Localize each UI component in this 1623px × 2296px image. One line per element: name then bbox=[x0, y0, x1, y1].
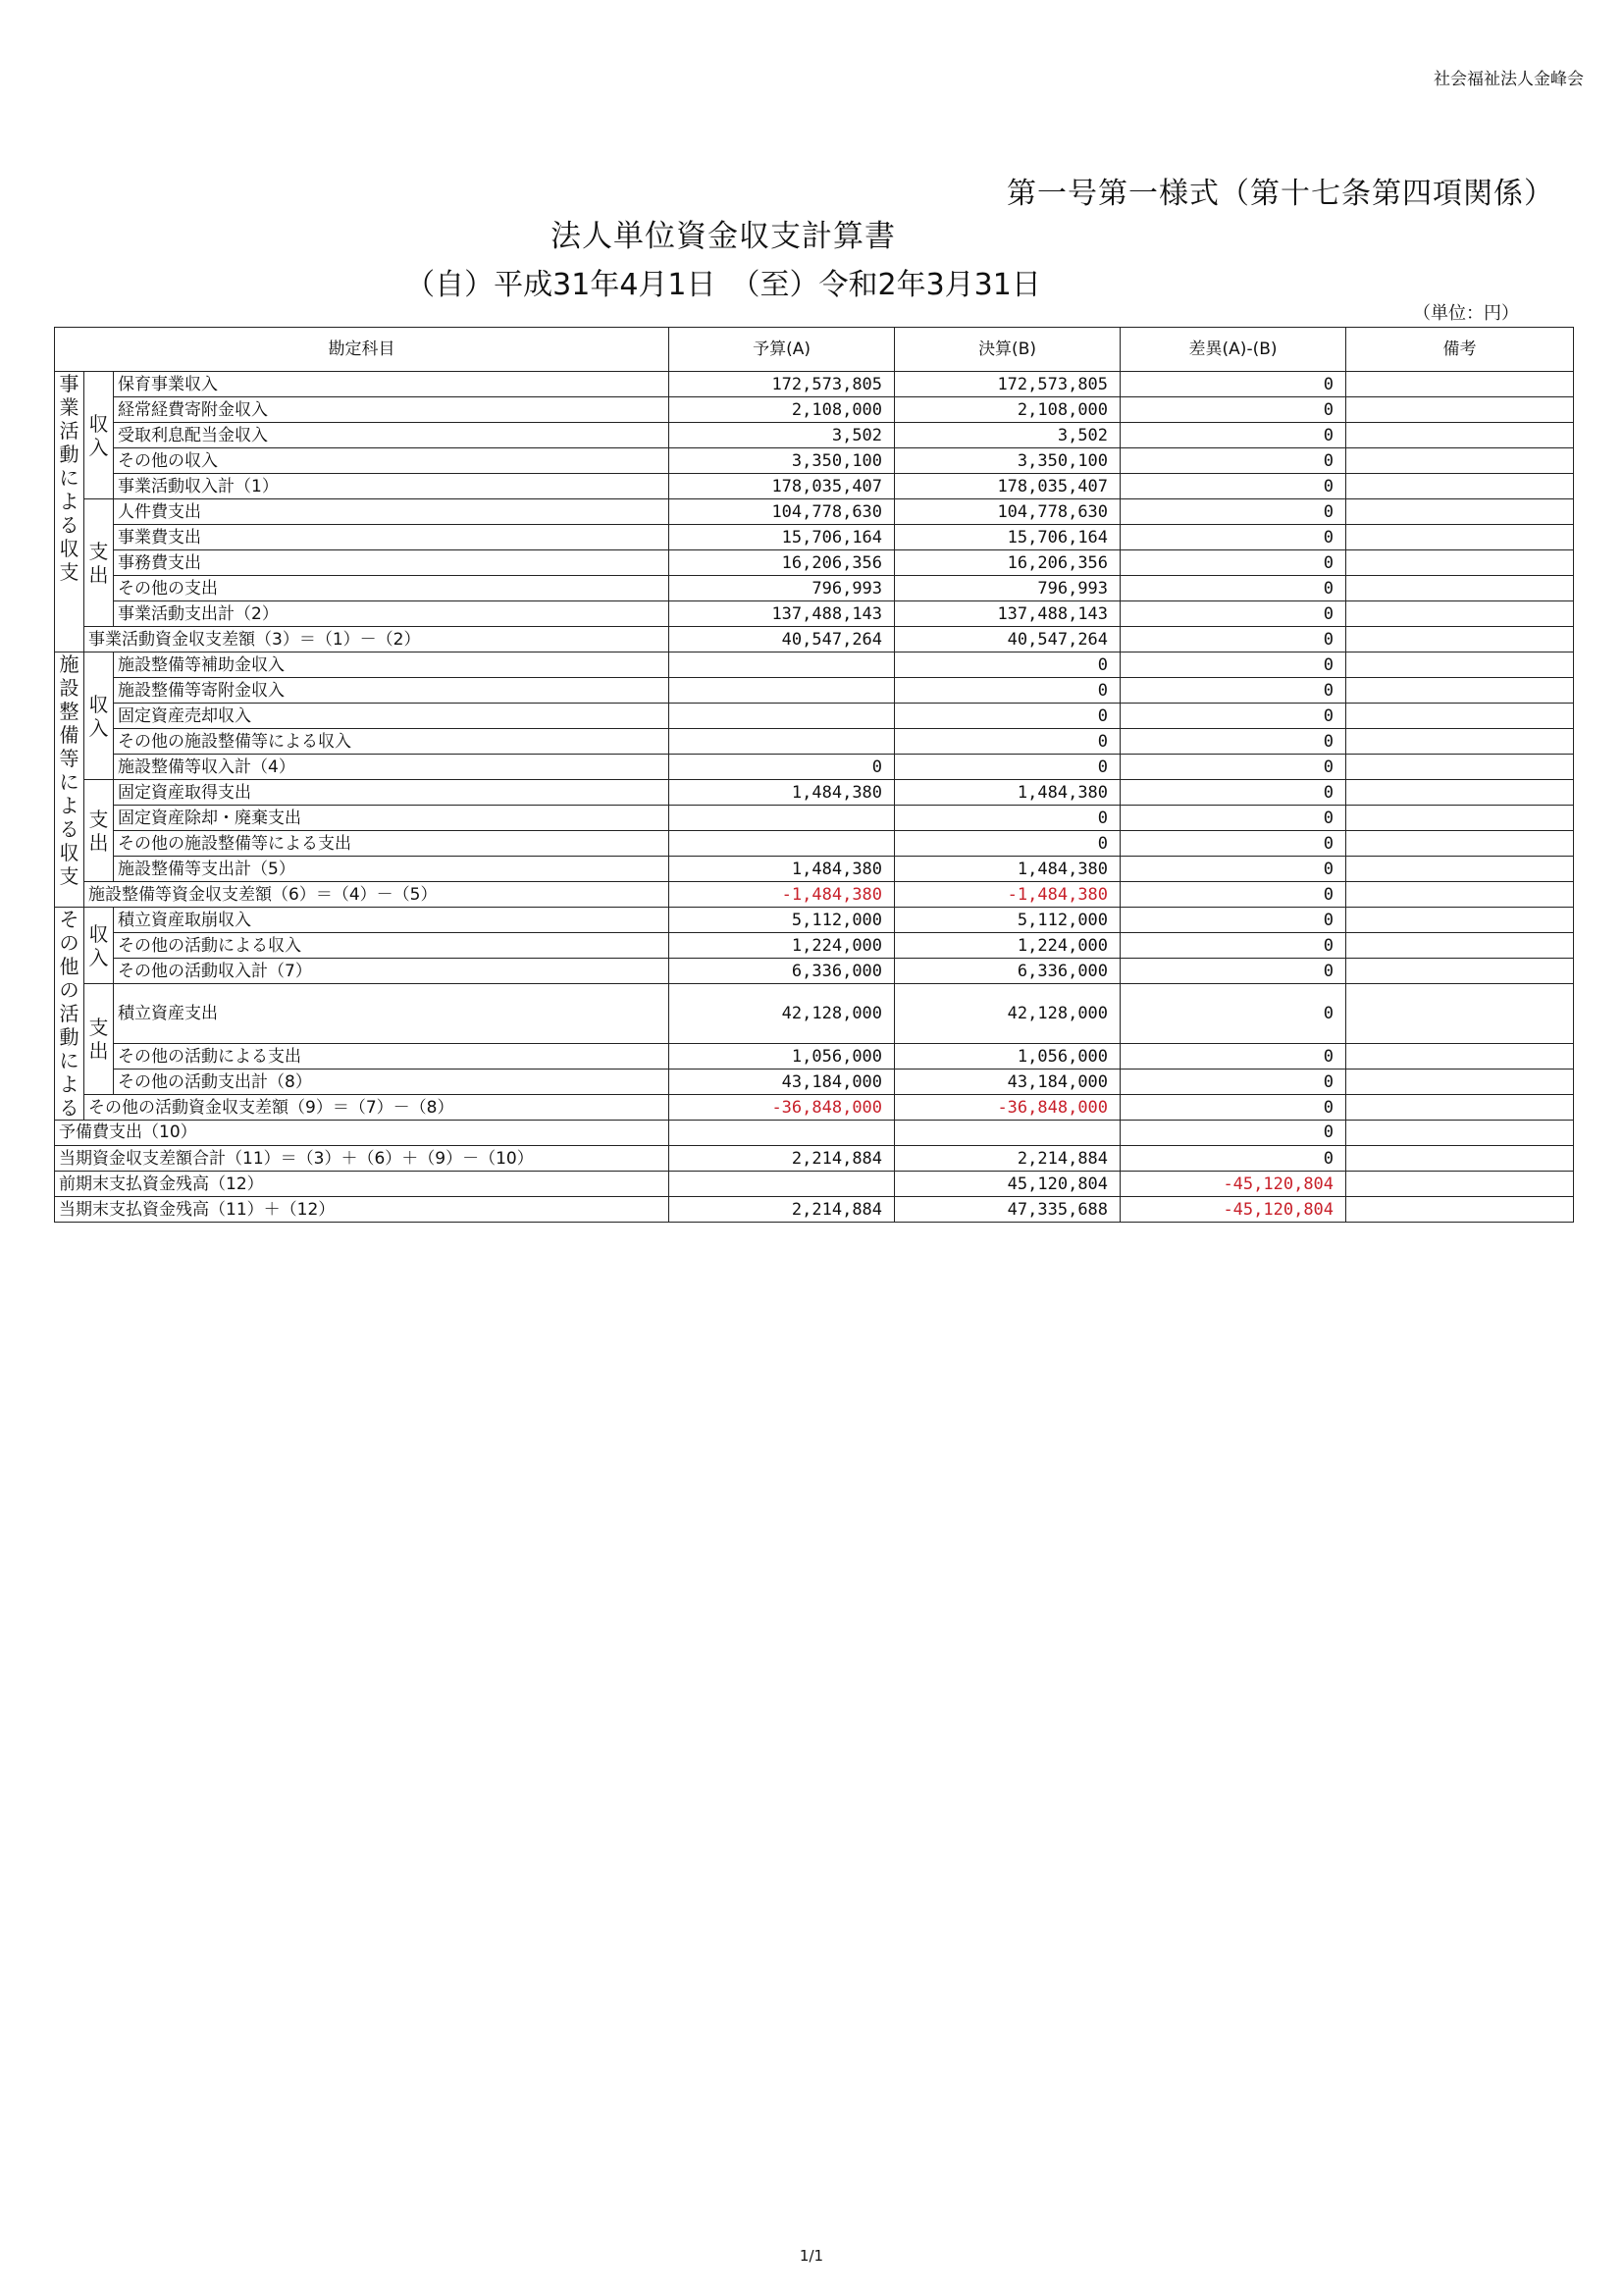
subcategory-income: 収入 bbox=[84, 372, 114, 499]
row-actual: 0 bbox=[895, 755, 1121, 780]
table-row bbox=[55, 1172, 1574, 1197]
row-label: 固定資産取得支出 bbox=[114, 780, 669, 806]
row-actual: 3,350,100 bbox=[895, 448, 1121, 474]
table-row bbox=[55, 755, 1574, 780]
subcategory-income: 収入 bbox=[84, 652, 114, 780]
fiscal-period-text: （自）平成31年4月1日 （至）令和2年3月31日 bbox=[405, 268, 1041, 302]
row-budget bbox=[669, 704, 895, 729]
table-row bbox=[55, 1197, 1574, 1223]
row-label: その他の活動支出計（8） bbox=[114, 1070, 669, 1095]
col-header-diff: 差異(A)-(B) bbox=[1121, 328, 1346, 372]
row-budget bbox=[669, 729, 895, 755]
row-budget: 16,206,356 bbox=[669, 550, 895, 576]
table-row bbox=[55, 984, 1574, 1044]
row-remarks bbox=[1346, 652, 1574, 678]
table-row bbox=[55, 627, 1574, 652]
row-remarks bbox=[1346, 1095, 1574, 1121]
cash-flow-table bbox=[54, 327, 1574, 1223]
row-label: 受取利息配当金収入 bbox=[114, 423, 669, 448]
row-diff: 0 bbox=[1121, 576, 1346, 601]
row-budget: 137,488,143 bbox=[669, 601, 895, 627]
row-remarks bbox=[1346, 525, 1574, 550]
table-row bbox=[55, 1044, 1574, 1070]
table-row bbox=[55, 857, 1574, 882]
row-remarks bbox=[1346, 882, 1574, 908]
row-diff: 0 bbox=[1121, 882, 1346, 908]
document-title bbox=[0, 211, 1623, 255]
row-budget bbox=[669, 1121, 895, 1146]
row-label: その他の施設整備等による支出 bbox=[114, 831, 669, 857]
row-actual: 178,035,407 bbox=[895, 474, 1121, 499]
row-actual: 0 bbox=[895, 652, 1121, 678]
row-label: 事業活動資金収支差額（3）＝（1）－（2） bbox=[84, 627, 669, 652]
row-remarks bbox=[1346, 1121, 1574, 1146]
row-label: 経常経費寄附金収入 bbox=[114, 397, 669, 423]
row-actual: 1,056,000 bbox=[895, 1044, 1121, 1070]
row-label: 保育事業収入 bbox=[114, 372, 669, 397]
row-budget: 6,336,000 bbox=[669, 959, 895, 984]
row-label: 施設整備等資金収支差額（6）＝（4）－（5） bbox=[84, 882, 669, 908]
row-budget: -1,484,380 bbox=[669, 882, 895, 908]
row-diff: 0 bbox=[1121, 1146, 1346, 1172]
row-actual: 796,993 bbox=[895, 576, 1121, 601]
row-remarks bbox=[1346, 678, 1574, 704]
row-label: その他の活動による収入 bbox=[114, 933, 669, 959]
row-budget: 40,547,264 bbox=[669, 627, 895, 652]
row-actual: 0 bbox=[895, 806, 1121, 831]
row-remarks bbox=[1346, 1172, 1574, 1197]
row-diff: 0 bbox=[1121, 729, 1346, 755]
row-budget: 172,573,805 bbox=[669, 372, 895, 397]
row-label: その他の施設整備等による収入 bbox=[114, 729, 669, 755]
row-label: 施設整備等補助金収入 bbox=[114, 652, 669, 678]
row-budget: 2,214,884 bbox=[669, 1197, 895, 1223]
row-label: 当期末支払資金残高（11）＋（12） bbox=[55, 1197, 669, 1223]
row-remarks bbox=[1346, 933, 1574, 959]
category-facility: 施設整備等による収支 bbox=[55, 652, 84, 908]
table-row bbox=[55, 704, 1574, 729]
row-diff: 0 bbox=[1121, 857, 1346, 882]
row-actual: 1,484,380 bbox=[895, 780, 1121, 806]
row-remarks bbox=[1346, 499, 1574, 525]
subcategory-income: 収入 bbox=[84, 908, 114, 984]
table-row bbox=[55, 601, 1574, 627]
row-diff: 0 bbox=[1121, 959, 1346, 984]
row-diff: 0 bbox=[1121, 525, 1346, 550]
row-diff: 0 bbox=[1121, 1095, 1346, 1121]
row-diff: 0 bbox=[1121, 780, 1346, 806]
row-diff: 0 bbox=[1121, 550, 1346, 576]
row-diff: 0 bbox=[1121, 474, 1346, 499]
table-row bbox=[55, 729, 1574, 755]
row-actual: 40,547,264 bbox=[895, 627, 1121, 652]
form-number: 第一号第一様式（第十七条第四項関係） bbox=[1007, 177, 1554, 211]
table-row bbox=[55, 397, 1574, 423]
table-row bbox=[55, 678, 1574, 704]
row-remarks bbox=[1346, 831, 1574, 857]
row-actual: 45,120,804 bbox=[895, 1172, 1121, 1197]
row-label: その他の活動収入計（7） bbox=[114, 959, 669, 984]
row-label: 事業活動支出計（2） bbox=[114, 601, 669, 627]
row-label: その他の収入 bbox=[114, 448, 669, 474]
row-actual: 0 bbox=[895, 831, 1121, 857]
table-row bbox=[55, 882, 1574, 908]
row-budget: 43,184,000 bbox=[669, 1070, 895, 1095]
page-number: 1/1 bbox=[799, 2247, 824, 2265]
row-budget: 42,128,000 bbox=[669, 984, 895, 1044]
document-title-text: 法人単位資金収支計算書 bbox=[550, 219, 896, 254]
row-actual: 5,112,000 bbox=[895, 908, 1121, 933]
row-label: 固定資産売却収入 bbox=[114, 704, 669, 729]
row-remarks bbox=[1346, 601, 1574, 627]
row-diff: 0 bbox=[1121, 984, 1346, 1044]
row-actual bbox=[895, 1121, 1121, 1146]
row-budget bbox=[669, 831, 895, 857]
row-diff: 0 bbox=[1121, 601, 1346, 627]
row-budget: 178,035,407 bbox=[669, 474, 895, 499]
row-actual: 2,108,000 bbox=[895, 397, 1121, 423]
row-budget: 1,484,380 bbox=[669, 857, 895, 882]
table-row bbox=[55, 831, 1574, 857]
row-budget: 1,224,000 bbox=[669, 933, 895, 959]
row-remarks bbox=[1346, 1070, 1574, 1095]
row-actual: 2,214,884 bbox=[895, 1146, 1121, 1172]
table-row bbox=[55, 1095, 1574, 1121]
table-row bbox=[55, 806, 1574, 831]
row-budget: 5,112,000 bbox=[669, 908, 895, 933]
row-actual: 43,184,000 bbox=[895, 1070, 1121, 1095]
row-remarks bbox=[1346, 550, 1574, 576]
row-label: 事業費支出 bbox=[114, 525, 669, 550]
row-actual: 137,488,143 bbox=[895, 601, 1121, 627]
row-diff: -45,120,804 bbox=[1121, 1197, 1346, 1223]
table-row bbox=[55, 474, 1574, 499]
table-row bbox=[55, 1121, 1574, 1146]
row-label: 当期資金収支差額合計（11）＝（3）＋（6）＋（9）－（10） bbox=[55, 1146, 669, 1172]
row-diff: 0 bbox=[1121, 448, 1346, 474]
row-remarks bbox=[1346, 627, 1574, 652]
row-label: 施設整備等支出計（5） bbox=[114, 857, 669, 882]
row-actual: 16,206,356 bbox=[895, 550, 1121, 576]
col-header-remarks: 備考 bbox=[1346, 328, 1574, 372]
organization-name: 社会福祉法人金峰会 bbox=[1434, 70, 1584, 89]
row-diff: 0 bbox=[1121, 831, 1346, 857]
row-label: 積立資産取崩収入 bbox=[114, 908, 669, 933]
row-budget: 3,502 bbox=[669, 423, 895, 448]
row-label: 予備費支出（10） bbox=[55, 1121, 669, 1146]
row-diff: 0 bbox=[1121, 933, 1346, 959]
row-diff: 0 bbox=[1121, 806, 1346, 831]
col-header-account: 勘定科目 bbox=[55, 328, 669, 372]
table-row bbox=[55, 959, 1574, 984]
row-label: 積立資産支出 bbox=[114, 984, 669, 1044]
row-label: 人件費支出 bbox=[114, 499, 669, 525]
table-row bbox=[55, 423, 1574, 448]
row-remarks bbox=[1346, 1197, 1574, 1223]
table-row bbox=[55, 576, 1574, 601]
row-label: 事業活動収入計（1） bbox=[114, 474, 669, 499]
row-diff: -45,120,804 bbox=[1121, 1172, 1346, 1197]
row-remarks bbox=[1346, 959, 1574, 984]
row-actual: 15,706,164 bbox=[895, 525, 1121, 550]
row-diff: 0 bbox=[1121, 652, 1346, 678]
row-diff: 0 bbox=[1121, 678, 1346, 704]
row-budget: -36,848,000 bbox=[669, 1095, 895, 1121]
table-row bbox=[55, 908, 1574, 933]
row-label: 事務費支出 bbox=[114, 550, 669, 576]
table-row bbox=[55, 525, 1574, 550]
row-remarks bbox=[1346, 1146, 1574, 1172]
row-actual: 0 bbox=[895, 729, 1121, 755]
row-remarks bbox=[1346, 780, 1574, 806]
row-label: 固定資産除却・廃棄支出 bbox=[114, 806, 669, 831]
row-remarks bbox=[1346, 576, 1574, 601]
unit-label: （単位：円） bbox=[1413, 303, 1519, 324]
row-remarks bbox=[1346, 984, 1574, 1044]
row-remarks bbox=[1346, 908, 1574, 933]
row-budget: 2,214,884 bbox=[669, 1146, 895, 1172]
row-budget: 1,056,000 bbox=[669, 1044, 895, 1070]
row-remarks bbox=[1346, 704, 1574, 729]
table-row bbox=[55, 448, 1574, 474]
subcategory-expense: 支出 bbox=[84, 499, 114, 627]
row-budget: 0 bbox=[669, 755, 895, 780]
row-remarks bbox=[1346, 423, 1574, 448]
subcategory-expense: 支出 bbox=[84, 780, 114, 882]
table-header-row bbox=[55, 328, 1574, 372]
row-diff: 0 bbox=[1121, 755, 1346, 780]
row-remarks bbox=[1346, 397, 1574, 423]
row-actual: 0 bbox=[895, 704, 1121, 729]
row-budget: 15,706,164 bbox=[669, 525, 895, 550]
subcategory-expense: 支出 bbox=[84, 984, 114, 1095]
row-remarks bbox=[1346, 755, 1574, 780]
row-budget bbox=[669, 806, 895, 831]
row-label: その他の支出 bbox=[114, 576, 669, 601]
row-remarks bbox=[1346, 806, 1574, 831]
row-budget: 1,484,380 bbox=[669, 780, 895, 806]
category-business: 事業活動による収支 bbox=[55, 372, 84, 652]
row-actual: 1,484,380 bbox=[895, 857, 1121, 882]
row-actual: 0 bbox=[895, 678, 1121, 704]
row-actual: 42,128,000 bbox=[895, 984, 1121, 1044]
row-diff: 0 bbox=[1121, 1121, 1346, 1146]
table-row bbox=[55, 1070, 1574, 1095]
table-row bbox=[55, 652, 1574, 678]
row-label: その他の活動資金収支差額（9）＝（7）－（8） bbox=[84, 1095, 669, 1121]
row-actual: 47,335,688 bbox=[895, 1197, 1121, 1223]
row-diff: 0 bbox=[1121, 704, 1346, 729]
row-diff: 0 bbox=[1121, 1070, 1346, 1095]
row-actual: -1,484,380 bbox=[895, 882, 1121, 908]
row-diff: 0 bbox=[1121, 397, 1346, 423]
table-row bbox=[55, 780, 1574, 806]
row-remarks bbox=[1346, 1044, 1574, 1070]
row-label: 施設整備等収入計（4） bbox=[114, 755, 669, 780]
row-remarks bbox=[1346, 474, 1574, 499]
col-header-budget: 予算(A) bbox=[669, 328, 895, 372]
row-budget: 796,993 bbox=[669, 576, 895, 601]
row-remarks bbox=[1346, 448, 1574, 474]
row-budget: 104,778,630 bbox=[669, 499, 895, 525]
row-diff: 0 bbox=[1121, 499, 1346, 525]
col-header-actual: 決算(B) bbox=[895, 328, 1121, 372]
row-actual: 1,224,000 bbox=[895, 933, 1121, 959]
row-budget: 3,350,100 bbox=[669, 448, 895, 474]
row-actual: 104,778,630 bbox=[895, 499, 1121, 525]
table-row bbox=[55, 499, 1574, 525]
row-budget bbox=[669, 1172, 895, 1197]
table-row bbox=[55, 1146, 1574, 1172]
row-actual: -36,848,000 bbox=[895, 1095, 1121, 1121]
row-remarks bbox=[1346, 372, 1574, 397]
row-remarks bbox=[1346, 857, 1574, 882]
table-row bbox=[55, 372, 1574, 397]
row-actual: 172,573,805 bbox=[895, 372, 1121, 397]
row-actual: 6,336,000 bbox=[895, 959, 1121, 984]
row-diff: 0 bbox=[1121, 372, 1346, 397]
table-row bbox=[55, 550, 1574, 576]
row-label: 前期末支払資金残高（12） bbox=[55, 1172, 669, 1197]
row-label: 施設整備等寄附金収入 bbox=[114, 678, 669, 704]
row-diff: 0 bbox=[1121, 1044, 1346, 1070]
row-diff: 0 bbox=[1121, 908, 1346, 933]
row-budget: 2,108,000 bbox=[669, 397, 895, 423]
row-label: その他の活動による支出 bbox=[114, 1044, 669, 1070]
row-budget bbox=[669, 678, 895, 704]
category-other: その他の活動による bbox=[55, 908, 84, 1121]
row-budget bbox=[669, 652, 895, 678]
row-diff: 0 bbox=[1121, 423, 1346, 448]
row-remarks bbox=[1346, 729, 1574, 755]
row-diff: 0 bbox=[1121, 627, 1346, 652]
fiscal-period bbox=[0, 260, 1623, 303]
table-row bbox=[55, 933, 1574, 959]
row-actual: 3,502 bbox=[895, 423, 1121, 448]
